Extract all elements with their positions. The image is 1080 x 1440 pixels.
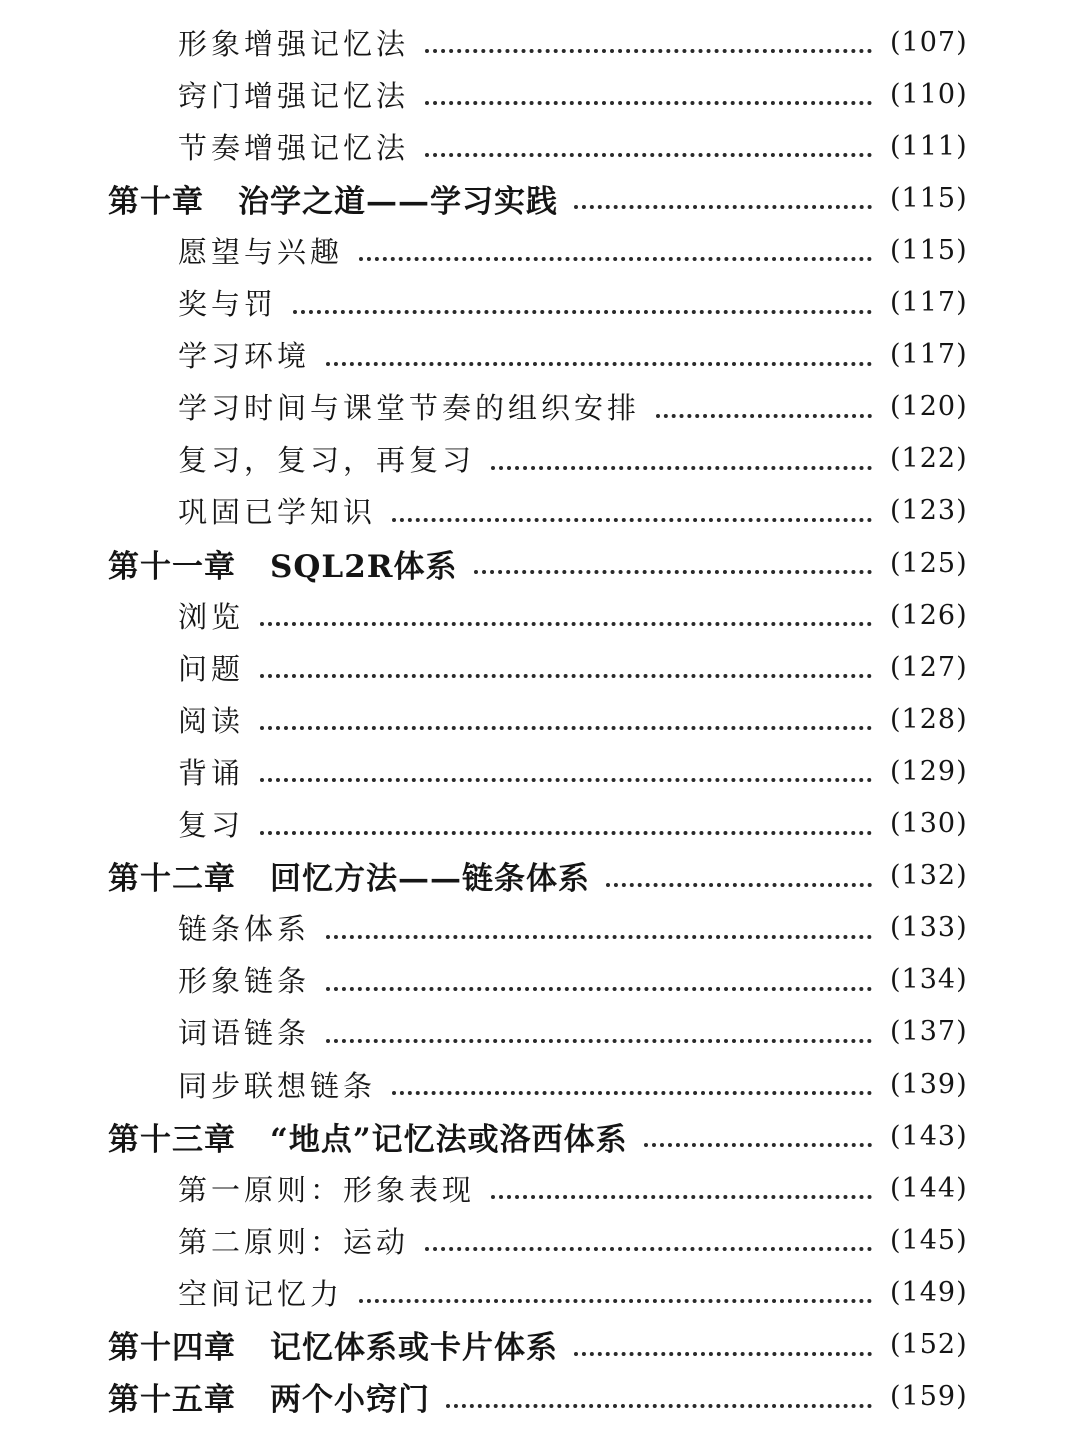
chapter-number: 第十章 <box>108 183 204 220</box>
toc-section-entry <box>0 74 1080 114</box>
dot-leader <box>644 1143 872 1147</box>
dot-leader <box>260 674 872 678</box>
dot-leader <box>574 205 872 209</box>
page-number: (117) <box>890 287 968 318</box>
toc-section-entry <box>0 335 1080 375</box>
chapter-title: SQL2R体系 <box>270 548 458 585</box>
section-title: 学习时间与课堂节奏的组织安排 <box>178 391 641 426</box>
section-title: 背诵 <box>178 755 245 790</box>
toc-section-entry <box>0 1272 1080 1312</box>
page-number: (120) <box>890 391 968 423</box>
dot-leader <box>425 49 872 53</box>
page-number: (115) <box>890 234 968 266</box>
dot-leader <box>425 1247 872 1251</box>
page-number: (127) <box>890 651 968 683</box>
page-number: (130) <box>890 808 968 839</box>
chapter-heading <box>108 1114 628 1159</box>
section-title: 第一原则：形象表现 <box>178 1172 476 1207</box>
page-number: (139) <box>890 1068 968 1100</box>
page-number: (159) <box>890 1381 968 1413</box>
chapter-heading <box>108 176 558 221</box>
dot-leader <box>606 883 872 887</box>
section-title: 复习，复习，再复习 <box>178 443 476 478</box>
toc-section-entry <box>0 1012 1080 1052</box>
page-number: (115) <box>890 182 968 214</box>
section-title: 问题 <box>178 651 245 686</box>
toc-section-entry <box>0 22 1080 62</box>
section-title: 复习 <box>178 808 245 842</box>
toc-section-entry <box>0 230 1080 270</box>
dot-leader <box>359 257 872 261</box>
dot-leader <box>260 726 872 730</box>
page-number: (122) <box>890 443 968 475</box>
toc-section-entry <box>0 491 1080 531</box>
chapter-heading <box>108 1374 430 1419</box>
page-number: (144) <box>890 1172 968 1204</box>
toc-section-entry <box>0 751 1080 791</box>
page-number: (128) <box>890 703 968 735</box>
toc-section-entry <box>0 1220 1080 1260</box>
dot-leader <box>260 622 872 626</box>
toc-chapter-entry <box>0 856 1080 896</box>
toc-chapter-entry <box>0 178 1080 218</box>
dot-leader <box>425 153 872 157</box>
page-number: (145) <box>890 1224 968 1256</box>
toc-section-entry <box>0 647 1080 687</box>
chapter-title: “地点”记忆法或洛西体系 <box>270 1121 628 1158</box>
page-number: (110) <box>890 78 968 110</box>
dot-leader <box>260 831 872 835</box>
dot-leader <box>326 987 872 991</box>
section-title: 窍门增强记忆法 <box>178 78 410 113</box>
dot-leader <box>326 1039 872 1043</box>
dot-leader <box>491 466 872 470</box>
page-number: (107) <box>890 26 968 58</box>
toc-section-entry <box>0 595 1080 635</box>
chapter-heading <box>108 541 458 586</box>
section-title: 同步联想链条 <box>178 1068 377 1103</box>
toc-section-entry <box>0 804 1080 844</box>
section-title: 词语链条 <box>178 1016 311 1051</box>
page-number: (143) <box>890 1120 968 1152</box>
toc-chapter-entry <box>0 1116 1080 1156</box>
toc-section-entry <box>0 283 1080 323</box>
section-title: 浏览 <box>178 599 245 634</box>
section-title: 奖与罚 <box>178 287 278 321</box>
toc-chapter-entry <box>0 543 1080 583</box>
page-number: (123) <box>890 495 968 527</box>
toc-section-entry <box>0 1064 1080 1104</box>
page-number: (125) <box>890 547 968 579</box>
section-title: 空间记忆力 <box>178 1276 344 1311</box>
chapter-number: 第十二章 <box>108 861 236 898</box>
section-title: 阅读 <box>178 703 245 738</box>
toc-chapter-entry <box>0 1377 1080 1417</box>
page-number: (126) <box>890 599 968 631</box>
dot-leader <box>656 414 872 418</box>
dot-leader <box>326 935 872 939</box>
page-number: (134) <box>890 964 968 996</box>
section-title: 节奏增强记忆法 <box>178 130 410 165</box>
toc-section-entry <box>0 126 1080 166</box>
dot-leader <box>491 1195 872 1199</box>
dot-leader <box>425 101 872 105</box>
page-number: (137) <box>890 1016 968 1048</box>
dot-leader <box>392 518 872 522</box>
chapter-heading <box>108 853 590 898</box>
chapter-title: 回忆方法——链条体系 <box>270 861 590 898</box>
chapter-title: 两个小窍门 <box>270 1382 430 1419</box>
toc-section-entry <box>0 439 1080 479</box>
page-number: (129) <box>890 755 968 787</box>
dot-leader <box>574 1352 872 1356</box>
dot-leader <box>359 1299 872 1303</box>
page-number: (111) <box>890 130 968 162</box>
chapter-title: 记忆体系或卡片体系 <box>270 1330 558 1366</box>
section-title: 第二原则：运动 <box>178 1224 410 1259</box>
page-number: (133) <box>890 912 968 944</box>
section-title: 学习环境 <box>178 339 311 374</box>
dot-leader <box>446 1404 872 1408</box>
page-number: (132) <box>890 860 968 892</box>
chapter-number: 第十一章 <box>108 548 236 585</box>
toc-section-entry <box>0 387 1080 427</box>
page-number: (152) <box>890 1329 968 1360</box>
section-title: 愿望与兴趣 <box>178 234 344 269</box>
chapter-number: 第十四章 <box>108 1330 236 1366</box>
page-number: (149) <box>890 1276 968 1308</box>
page-number: (117) <box>890 339 968 371</box>
section-title: 链条体系 <box>178 912 311 947</box>
dot-leader <box>326 362 872 366</box>
section-title: 形象增强记忆法 <box>178 26 410 61</box>
dot-leader <box>260 778 872 782</box>
toc-section-entry <box>0 960 1080 1000</box>
toc-section-entry <box>0 908 1080 948</box>
chapter-heading <box>108 1322 558 1367</box>
dot-leader <box>392 1091 872 1095</box>
section-title: 巩固已学知识 <box>178 495 377 530</box>
dot-leader <box>293 310 872 314</box>
chapter-number: 第十五章 <box>108 1382 236 1419</box>
chapter-title: 治学之道——学习实践 <box>238 183 558 220</box>
toc-chapter-entry <box>0 1325 1080 1365</box>
section-title: 形象链条 <box>178 964 311 999</box>
toc-section-entry <box>0 1168 1080 1208</box>
chapter-number: 第十三章 <box>108 1121 236 1158</box>
dot-leader <box>474 570 872 574</box>
toc-section-entry <box>0 699 1080 739</box>
